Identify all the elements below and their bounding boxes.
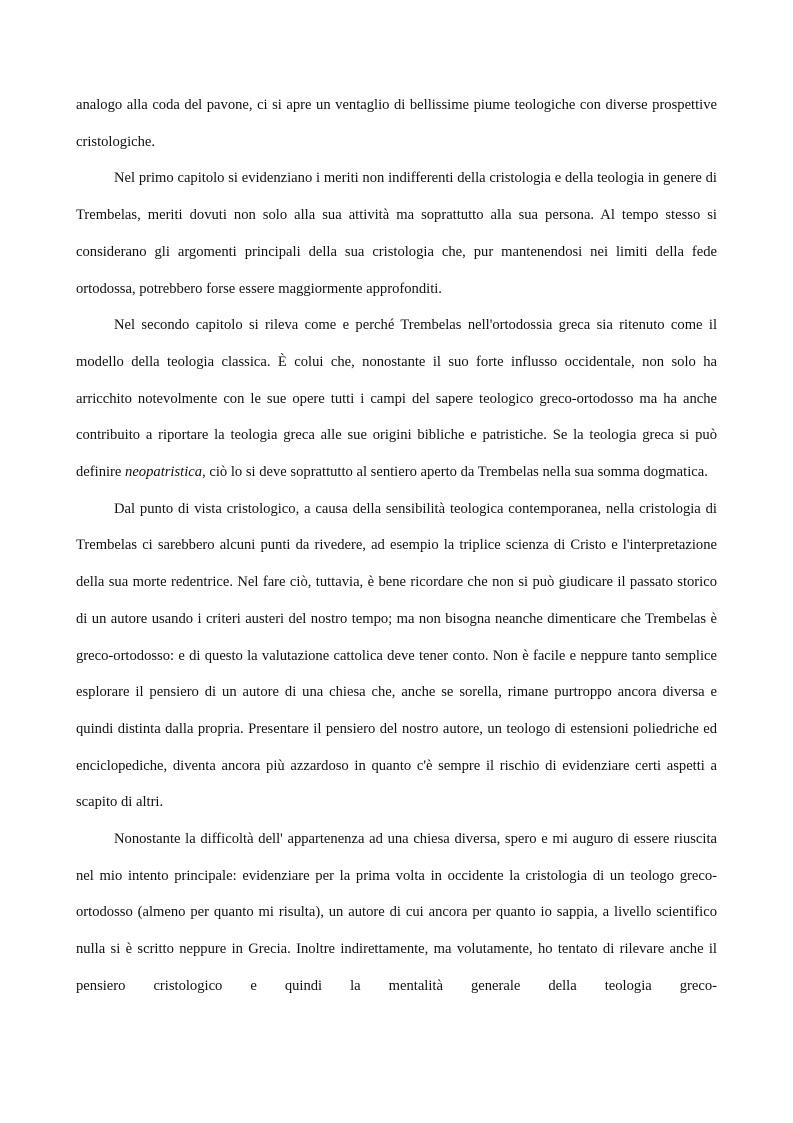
paragraph-text: Dal punto di vista cristologico, a causa della sensibilità teologica contemporanea, nella cristologia di Trembelas ci sarebbero alcuni punti da rivedere, ad esempio la triplice scienza di Cristo e l'interpretazione della sua morte redentrice. Nel fare ciò, tuttavia, è bene ricordare che non si può giudicare il passato storico di un autore usando i criteri austeri del nostro tempo; ma non bisogna neanche dimenticare che Trembelas è greco-ortodosso: e di questo la valutazione cattolica deve tener conto. Non è facile e neppure tanto semplice esplorare il pensiero di un autore di una chiesa che, anche se sorella, rimane purtroppo ancora diversa e quindi distinta dalla propria. Presentare il pensiero del nostro autore, un teologo di estensioni poliedriche ed enciclopediche, diventa ancora più azzardoso in quanto c'è sempre il rischio di evidenziare certi aspetti a scapito di altri. [76, 500, 717, 811]
italic-term: neopatristica [125, 464, 203, 481]
paragraph-text: Nonostante la difficoltà dell' appartenenza ad una chiesa diversa, spero e mi auguro di essere riuscita nel mio intento principale: evidenziare per la prima volta in occidente la cristologia di un teologo greco-ortodosso (almeno per quanto mi risulta), un autore di cui ancora per quanto io sappia, a livello scientifico nulla si è scritto neppure in Grecia. Inoltre indirettamente, ma volutamente, ho tentato di rilevare anche il pensiero cristologico e quindi la mentalità generale della teologia greco- [76, 831, 717, 994]
document-page [76, 87, 717, 1005]
paragraph-4 [76, 491, 717, 821]
paragraph-5 [76, 821, 717, 1005]
paragraph-text: analogo alla coda del pavone, ci si apre un ventaglio di bellissime piume teologiche con diverse prospettive cristologiche. [76, 97, 717, 150]
paragraph-text: Nel secondo capitolo si rileva come e perché Trembelas nell'ortodossia greca sia ritenuto come il modello della teologia classica. È colui che, nonostante il suo forte influsso occidentale, non solo ha arricchito notevolmente con le sue opere tutti i campi del sapere teologico greco-ortodosso ma ha anche contribuito a riportare la teologia greca alle sue origini bibliche e patristiche. Se la teologia greca si può definire [76, 317, 717, 481]
paragraph-2 [76, 160, 717, 307]
paragraph-text: , ciò lo si deve soprattutto al sentiero aperto da Trembelas nella sua somma dogmatica. [202, 464, 708, 481]
paragraph-1 [76, 87, 717, 160]
paragraph-text: Nel primo capitolo si evidenziano i meriti non indifferenti della cristologia e della teologia in genere di Trembelas, meriti dovuti non solo alla sua attività ma soprattutto alla sua persona. Al tempo stesso si considerano gli argomenti principali della sua cristologia che, pur mantenendosi nei limiti della fede ortodossa, potrebbero forse essere maggiormente approfonditi. [76, 170, 717, 297]
paragraph-3 [76, 307, 717, 491]
